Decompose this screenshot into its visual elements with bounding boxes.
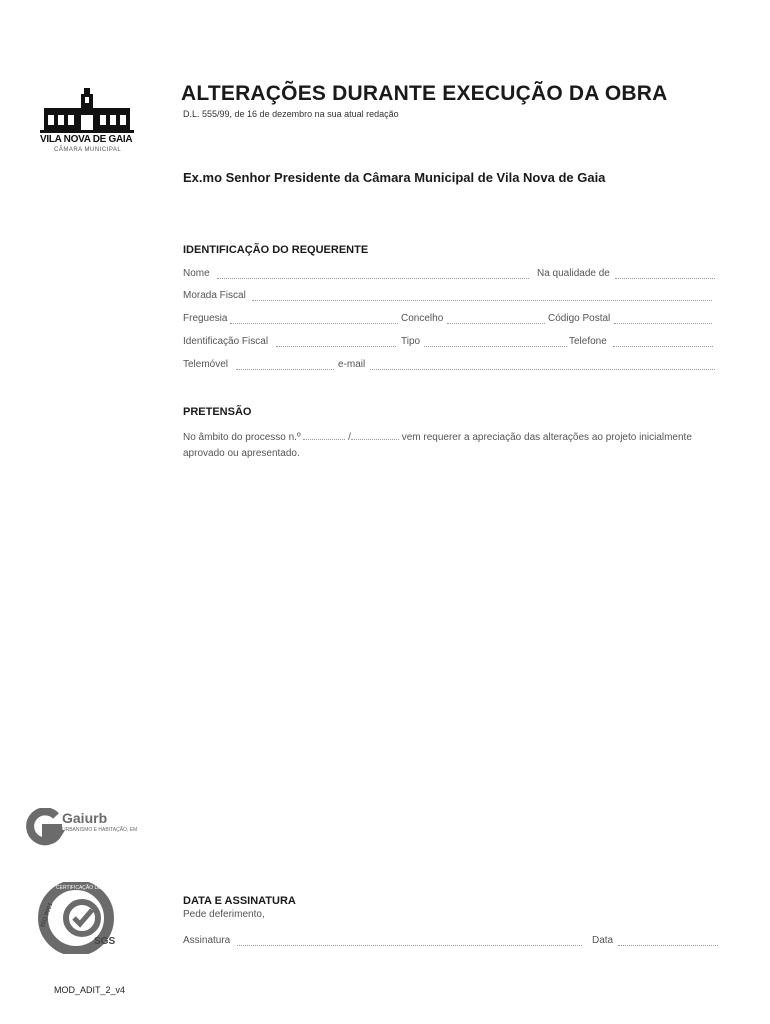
- pretensao-text-b: vem requerer a apreciação das alterações ao projeto inicialmente aprovado ou apresentado.: [183, 432, 692, 459]
- municipal-logo: [40, 86, 136, 156]
- freguesia-label: Freguesia: [183, 313, 230, 324]
- tipo-field[interactable]: [421, 334, 567, 346]
- freguesia-field[interactable]: [230, 311, 398, 323]
- telemovel-label: Telemóvel: [183, 359, 231, 370]
- gaiurb-name: Gaiurb: [62, 810, 108, 826]
- identification-heading: IDENTIFICAÇÃO DO REQUERENTE: [183, 244, 369, 256]
- gaiurb-logo: [26, 808, 166, 848]
- logo-subtitle: CÂMARA MUNICIPAL: [54, 147, 122, 153]
- email-field[interactable]: [370, 357, 715, 369]
- sgs-label: SGS: [94, 936, 116, 947]
- form-code: MOD_ADIT_2_v4: [54, 985, 126, 995]
- data-label: Data: [592, 935, 616, 946]
- signature-heading: DATA E ASSINATURA: [183, 895, 296, 907]
- nome-label: Nome: [183, 268, 213, 279]
- data-field[interactable]: [618, 933, 718, 945]
- tipo-label: Tipo: [401, 336, 423, 347]
- identificacao-fiscal-label: Identificação Fiscal: [183, 336, 271, 347]
- processo-number-field[interactable]: [303, 430, 345, 440]
- morada-label: Morada Fiscal: [183, 290, 249, 301]
- email-label: e-mail: [338, 359, 368, 370]
- processo-separator: /: [348, 432, 351, 443]
- telefone-field[interactable]: [613, 334, 713, 346]
- pretensao-heading: PRETENSÃO: [183, 406, 252, 418]
- certification-seal: [38, 882, 125, 954]
- concelho-field[interactable]: [447, 311, 545, 323]
- codigo-postal-field[interactable]: [614, 311, 712, 323]
- assinatura-label: Assinatura: [183, 935, 233, 946]
- identificacao-fiscal-field[interactable]: [276, 334, 396, 346]
- gaiurb-g-icon: [26, 808, 66, 846]
- addressee: Ex.mo Senhor Presidente da Câmara Municipal de Vila Nova de Gaia: [183, 170, 606, 185]
- codigo-postal-label: Código Postal: [548, 313, 613, 324]
- page-title: ALTERAÇÕES DURANTE EXECUÇÃO DA OBRA: [181, 82, 668, 105]
- qualidade-label: Na qualidade de: [537, 268, 613, 279]
- pretensao-text-a: No âmbito do processo n.º: [183, 432, 301, 443]
- assinatura-field[interactable]: [237, 933, 582, 945]
- processo-year-field[interactable]: [351, 430, 399, 440]
- pretensao-paragraph: [183, 430, 715, 462]
- nome-field[interactable]: [217, 266, 529, 278]
- legal-reference: D.L. 555/99, de 16 de dezembro na sua atual redação: [183, 109, 399, 119]
- morada-field[interactable]: [252, 288, 712, 300]
- iso-label: ISO 9001: [40, 902, 55, 929]
- gaiurb-subtitle: URBANISMO E HABITAÇÃO, EM: [62, 827, 138, 833]
- concelho-label: Concelho: [401, 313, 446, 324]
- pede-deferimento: Pede deferimento,: [183, 909, 268, 920]
- qualidade-field[interactable]: [615, 266, 715, 278]
- telemovel-field[interactable]: [236, 357, 334, 369]
- logo-name: VILA NOVA DE GAIA: [40, 134, 133, 145]
- seal-ring-text: CERTIFICAÇÃO DE SISTEMA: [56, 885, 125, 891]
- telefone-label: Telefone: [569, 336, 610, 347]
- town-hall-icon: [40, 86, 136, 134]
